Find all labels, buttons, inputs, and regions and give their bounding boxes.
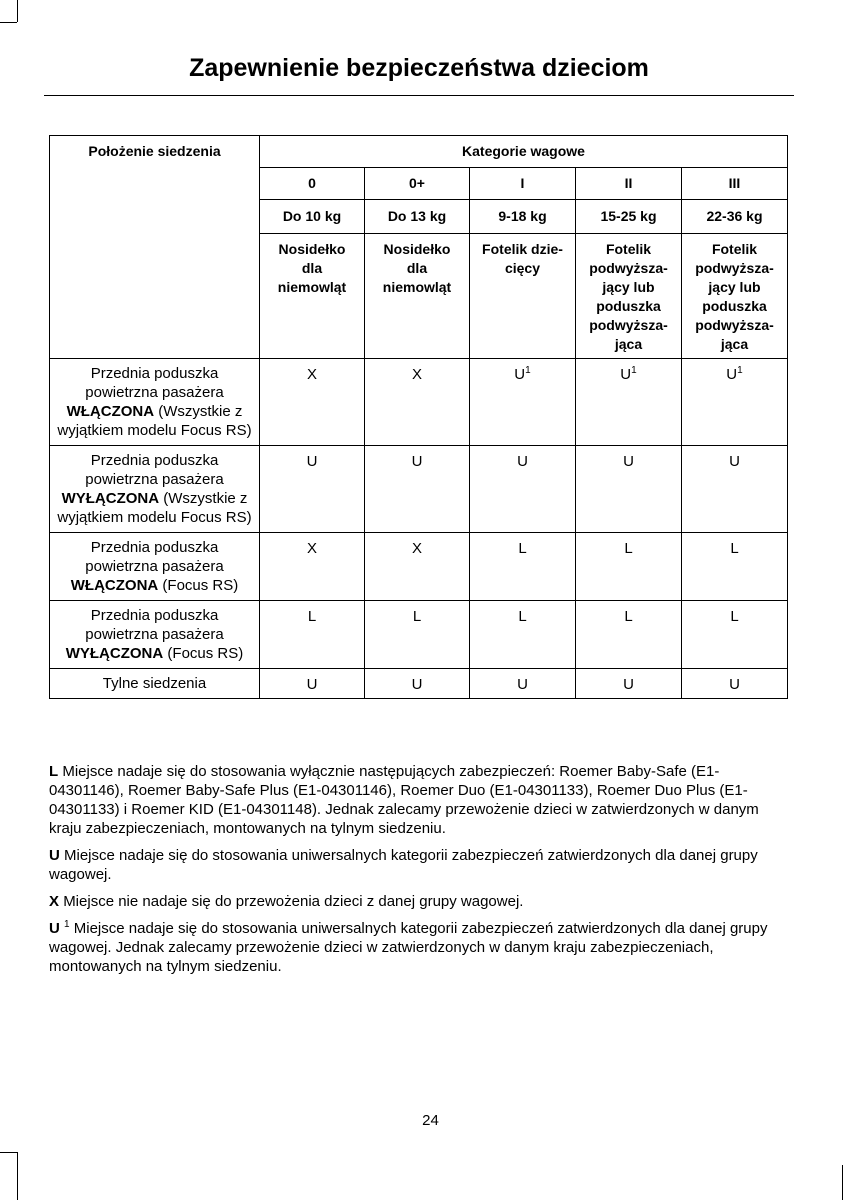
legend-note [49, 919, 789, 976]
suitability-value: L [730, 540, 739, 557]
suitability-value: U [623, 676, 634, 693]
suitability-value: U [620, 366, 632, 383]
suitability-cell [365, 669, 470, 699]
suitability-value: L [307, 608, 317, 625]
group-cell: 0 [260, 168, 365, 200]
suitability-value: X [411, 366, 422, 383]
suitability-value: L [518, 608, 527, 625]
device-type-line: poduszka [596, 298, 661, 314]
device-type-line: jący lub [708, 279, 761, 295]
seat-position-cell [50, 669, 260, 699]
crop-mark [0, 1152, 17, 1153]
device-type-cell [682, 234, 788, 359]
suitability-value: U [306, 676, 318, 693]
weight-cell: 22-36 kg [682, 200, 788, 234]
table-row [50, 446, 788, 533]
device-type-line: Fotelik dzie- [482, 241, 563, 257]
suitability-cell [576, 533, 682, 601]
device-type-line: Nosidełko [278, 241, 346, 257]
airbag-state: WŁĄCZONA [66, 403, 155, 420]
suitability-value: U [411, 453, 423, 470]
device-type-line: Fotelik [605, 241, 652, 257]
device-type-line: jąca [720, 336, 749, 352]
device-type-line: dla [406, 260, 428, 276]
device-type-line: jący lub [602, 279, 655, 295]
device-type-line: jąca [614, 336, 643, 352]
suitability-value: L [412, 608, 422, 625]
suitability-value: U [517, 676, 528, 693]
device-type-cell [365, 234, 470, 359]
page-title: Zapewnienie bezpieczeństwa dzieciom [189, 54, 649, 82]
suitability-cell [470, 359, 576, 446]
device-type-line: poduszka [702, 298, 767, 314]
suitability-cell [470, 446, 576, 533]
device-type-line: niemowląt [277, 279, 347, 295]
crop-mark [842, 1165, 843, 1200]
legend-text: Miejsce nadaje się do stosowania uniwersalnych kategorii zabezpieczeń zatwierdzonych dla danej grupy wagowej. Jednak zalecamy przewożenie dzieci w zatwierdzonych w danym kraju zabezpieczeniach, montowanych na tylnym siedzeniu. [49, 920, 768, 975]
airbag-detail: (Focus RS) [162, 577, 239, 594]
footnote-marker: 1 [737, 365, 743, 376]
device-type-line: Fotelik [711, 241, 758, 257]
legend-note [49, 762, 789, 838]
seat-position-cell [50, 533, 260, 601]
suitability-value: L [624, 540, 633, 557]
legend-notes [49, 762, 789, 984]
weight-category-table [49, 135, 788, 699]
suitability-value: U [411, 676, 423, 693]
crop-mark [0, 22, 17, 23]
title-divider [44, 95, 794, 96]
device-type-cell [260, 234, 365, 359]
suitability-value: U [623, 453, 634, 470]
suitability-cell [682, 669, 788, 699]
device-type-line: podwyższa- [695, 317, 774, 333]
suitability-cell [576, 669, 682, 699]
suitability-value: U [306, 453, 318, 470]
device-type-line: niemowląt [382, 279, 452, 295]
table-row [50, 533, 788, 601]
legend-text: Miejsce nie nadaje się do przewożenia dzieci z danej grupy wagowej. [63, 893, 524, 910]
suitability-cell [682, 359, 788, 446]
suitability-value: U [726, 366, 738, 383]
suitability-value: X [306, 540, 317, 557]
suitability-cell [365, 446, 470, 533]
seat-position-line: powietrzna pasażera [85, 558, 224, 575]
suitability-cell [682, 601, 788, 669]
weight-cell: 15-25 kg [576, 200, 682, 234]
footnote-marker: 1 [64, 919, 70, 930]
seat-position-cell [50, 359, 260, 446]
suitability-value: X [306, 366, 317, 383]
weight-cell: Do 10 kg [260, 200, 365, 234]
crop-mark [17, 0, 18, 22]
suitability-cell [470, 601, 576, 669]
table-row [50, 359, 788, 446]
suitability-value: L [518, 540, 527, 557]
weight-categories-header: Kategorie wagowe [260, 136, 788, 168]
device-type-line: cięcy [504, 260, 541, 276]
crop-mark [17, 1152, 18, 1200]
table-row [50, 601, 788, 669]
suitability-cell [365, 533, 470, 601]
seat-position-line: Przednia poduszka [90, 365, 219, 382]
legend-key: L [49, 763, 59, 780]
seat-position-line: Przednia poduszka [90, 539, 219, 556]
seat-position-line: powietrzna pasażera [85, 471, 224, 488]
group-cell: I [470, 168, 576, 200]
suitability-value: X [411, 540, 422, 557]
group-cell: 0+ [365, 168, 470, 200]
device-type-line: podwyższa- [589, 317, 668, 333]
seat-position-line: powietrzna pasażera [85, 626, 224, 643]
seat-position-line: Tylne siedzenia [102, 675, 207, 692]
suitability-value: L [730, 608, 739, 625]
legend-key: U [49, 847, 60, 864]
weight-cell: 9-18 kg [470, 200, 576, 234]
suitability-value: U [517, 453, 528, 470]
airbag-detail: (Wszystkie z wyjątkiem modelu Focus RS) [57, 403, 252, 439]
legend-text: Miejsce nadaje się do stosowania wyłącznie następujących zabezpieczeń: Roemer Baby-Safe (E1-04301146), Roemer Baby-Safe Plus (E1-04301146), Roemer Duo (E1-04301133), Roemer Duo Plus (E1-04301133) i Roemer KID (E1-04301148). Jednak zalecamy przewożenie dzieci w zatwierdzonych w danym kraju zabezpieczeniach, montowanych na tylnym siedzeniu. [49, 763, 759, 837]
legend-note [49, 892, 789, 911]
legend-key: U [49, 920, 60, 937]
seat-position-line: powietrzna pasażera [85, 384, 224, 401]
legend-text: Miejsce nadaje się do stosowania uniwersalnych kategorii zabezpieczeń zatwierdzonych dla danej grupy wagowej. [49, 847, 758, 883]
suitability-cell [682, 446, 788, 533]
suitability-value: U [729, 453, 740, 470]
device-type-line: dla [301, 260, 323, 276]
seat-position-cell [50, 601, 260, 669]
suitability-value: U [514, 366, 526, 383]
suitability-value: U [729, 676, 740, 693]
suitability-cell [260, 601, 365, 669]
suitability-value: L [624, 608, 633, 625]
page-number: 24 [422, 1112, 439, 1129]
table-row [50, 669, 788, 699]
device-type-cell [576, 234, 682, 359]
suitability-cell [576, 359, 682, 446]
suitability-cell [365, 601, 470, 669]
group-cell: II [576, 168, 682, 200]
airbag-state: WŁĄCZONA [70, 577, 159, 594]
suitability-cell [470, 669, 576, 699]
suitability-cell [260, 359, 365, 446]
device-type-line: Nosidełko [383, 241, 451, 257]
footnote-marker: 1 [525, 365, 531, 376]
seat-position-header: Położenie siedzenia [50, 136, 260, 359]
seat-position-line: Przednia poduszka [90, 607, 219, 624]
legend-key: X [49, 893, 60, 910]
airbag-detail: (Focus RS) [167, 645, 244, 662]
seat-position-cell [50, 446, 260, 533]
footnote-marker: 1 [631, 365, 637, 376]
suitability-cell [682, 533, 788, 601]
suitability-cell [470, 533, 576, 601]
table-header-row [50, 136, 788, 168]
legend-note [49, 846, 789, 884]
suitability-cell [576, 446, 682, 533]
group-cell: III [682, 168, 788, 200]
weight-cell: Do 13 kg [365, 200, 470, 234]
device-type-line: podwyższa- [695, 260, 774, 276]
airbag-state: WYŁĄCZONA [61, 490, 160, 507]
airbag-detail: (Wszystkie z wyjątkiem modelu Focus RS) [57, 490, 252, 526]
suitability-cell [576, 601, 682, 669]
device-type-line: podwyższa- [589, 260, 668, 276]
suitability-cell [260, 446, 365, 533]
airbag-state: WYŁĄCZONA [65, 645, 164, 662]
suitability-cell [365, 359, 470, 446]
suitability-cell [260, 669, 365, 699]
device-type-cell [470, 234, 576, 359]
suitability-cell [260, 533, 365, 601]
seat-position-line: Przednia poduszka [90, 452, 219, 469]
table-body [50, 136, 788, 699]
